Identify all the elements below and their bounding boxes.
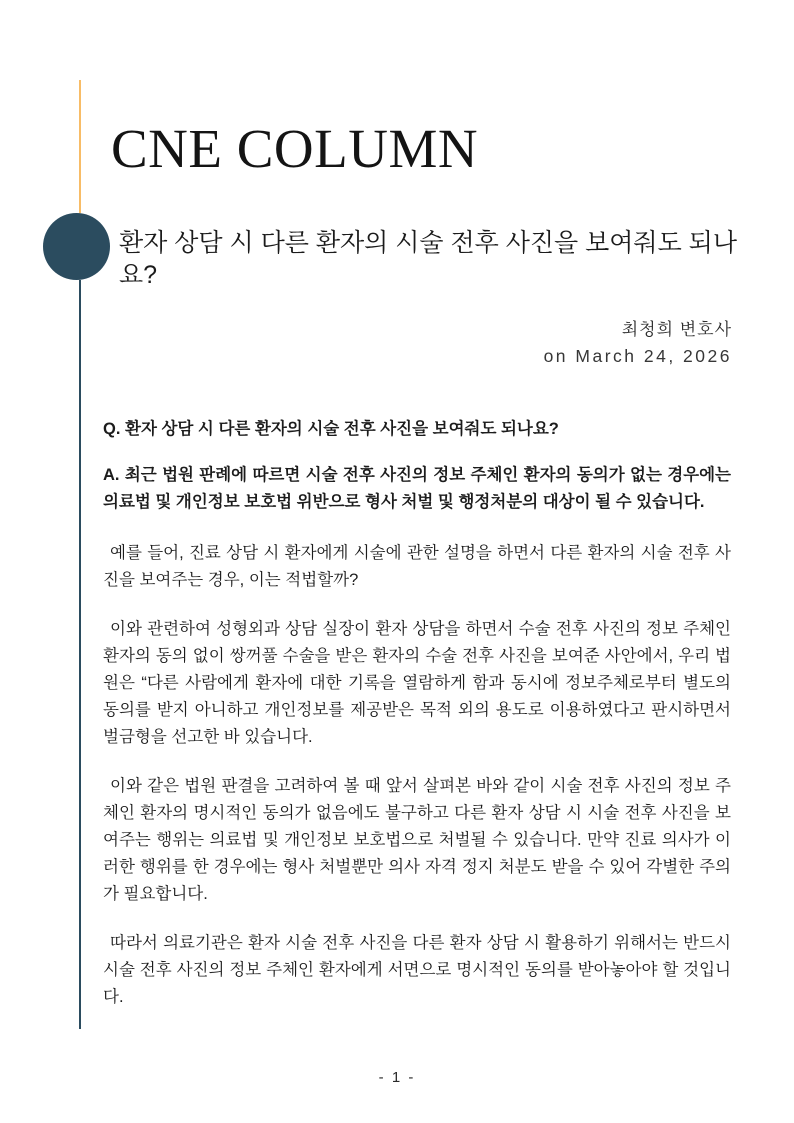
byline bbox=[544, 317, 732, 369]
body-paragraph: 이와 같은 법원 판결을 고려하여 볼 때 앞서 살펴본 바와 같이 시술 전후 사진의 정보 주체인 환자의 명시적인 동의가 없음에도 불구하고 다른 환자 상담 시 시술 전후 사진을 보여주는 행위는 의료법 및 개인정보 보호법으로 처벌될 수 있습니다. 만약 진료 의사가 이러한 행위를 한 경우에는 형사 처벌뿐만 의사 자격 정지 처분도 받을 수 있어 각별한 주의가 필요합니다. bbox=[103, 777, 731, 903]
accent-vertical-line-teal bbox=[79, 280, 81, 1029]
body-paragraph: 예를 들어, 진료 상담 시 환자에게 시술에 관한 설명을 하면서 다른 환자의 시술 전후 사진을 보여주는 경우, 이는 적법할까? bbox=[103, 544, 731, 589]
page-number: - 1 - bbox=[378, 1069, 416, 1086]
article-headline: 환자 상담 시 다른 환자의 시술 전후 사진을 보여줘도 되나요? bbox=[119, 229, 737, 289]
masthead-title: CNE COLUMN bbox=[111, 118, 479, 179]
body-paragraph: 이와 관련하여 성형외과 상담 실장이 환자 상담을 하면서 수술 전후 사진의 정보 주체인 환자의 동의 없이 쌍꺼풀 수술을 받은 환자의 수술 전후 사진을 보여준 사안에서, 우리 법원은 “다른 사람에게 환자에 대한 기록을 열람하게 함과 동시에 정보주체로부터 별도의 동의를 받지 아니하고 개인정보를 제공받은 목적 외의 용도로 이용하였다고 판시하면서 벌금형을 선고한 바 있습니다. bbox=[103, 620, 731, 746]
answer-lead: A. 최근 법원 판례에 따르면 시술 전후 사진의 정보 주체인 환자의 동의가 없는 경우에는 의료법 및 개인정보 보호법 위반으로 형사 처벌 및 행정처분의 대상이 될 수 있습니다. bbox=[103, 466, 731, 511]
article-body bbox=[103, 416, 731, 1033]
accent-circle bbox=[43, 213, 110, 280]
body-paragraph: 따라서 의료기관은 환자 시술 전후 사진을 다른 환자 상담 시 활용하기 위해서는 반드시 시술 전후 사진의 정보 주체인 환자에게 서면으로 명시적인 동의를 받아놓아야 할 것입니다. bbox=[103, 934, 731, 1006]
byline-date: on March 24, 2026 bbox=[543, 346, 732, 366]
byline-author: 최청희 변호사 bbox=[621, 320, 732, 339]
accent-vertical-line-orange bbox=[79, 80, 81, 213]
question-line: Q. 환자 상담 시 다른 환자의 시술 전후 사진을 보여줘도 되나요? bbox=[103, 420, 559, 438]
